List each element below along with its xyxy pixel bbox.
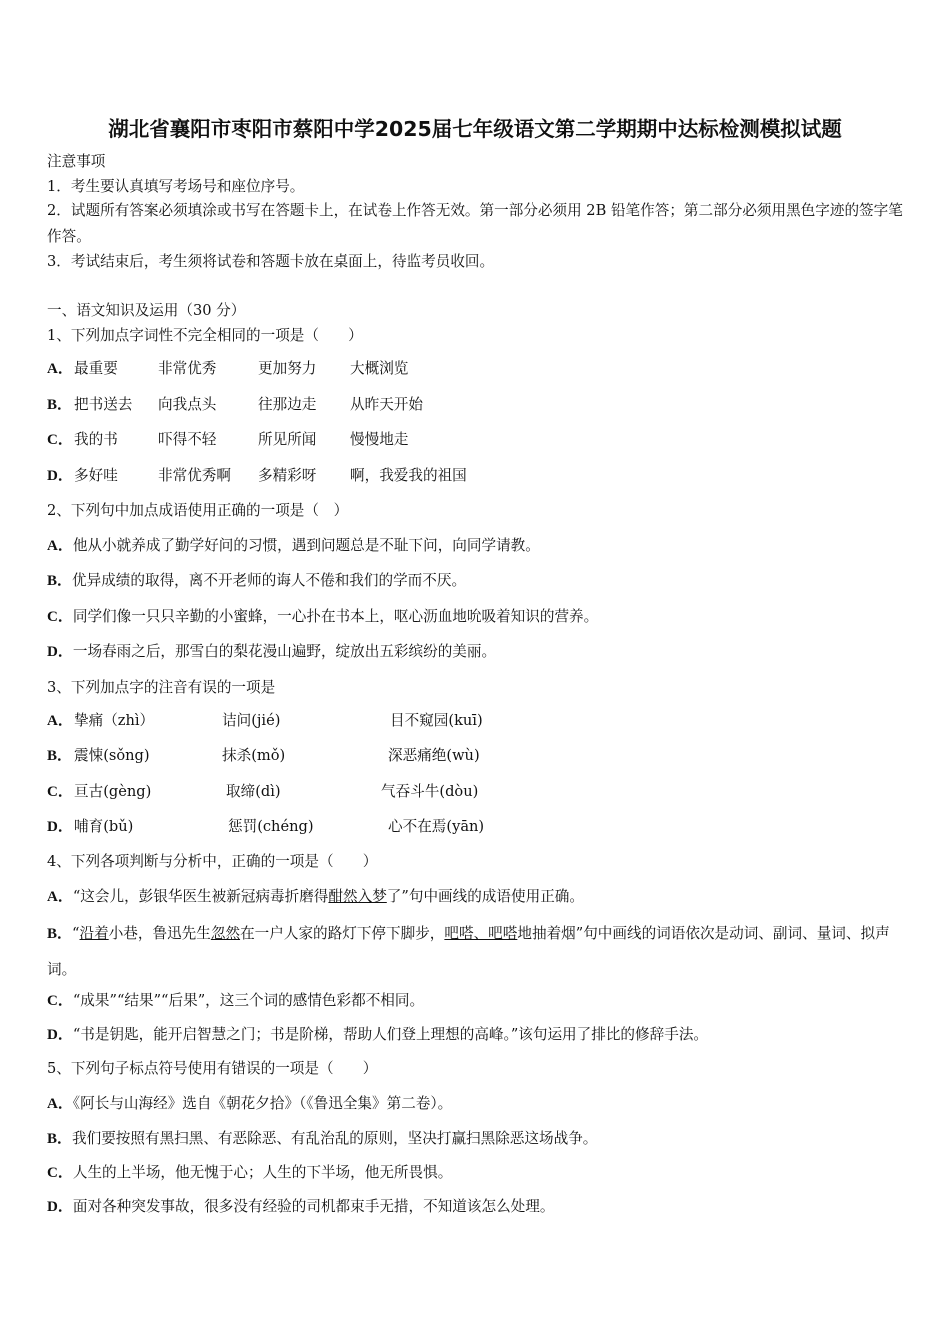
q3-option-b <box>47 746 480 766</box>
option-label: C． <box>47 784 73 800</box>
q2-option-d <box>47 642 496 662</box>
q3-option-c <box>47 782 479 802</box>
underlined-word: 吧嗒、吧嗒 <box>444 925 518 942</box>
q4-option-a <box>47 887 584 907</box>
q4-option-d <box>47 1025 708 1045</box>
option-item: 最重要 <box>74 360 118 377</box>
q1-option-b <box>47 395 423 415</box>
option-item: 往那边走 <box>258 396 317 413</box>
q1-option-c <box>47 430 409 450</box>
option-text: 同学们像一只只辛勤的小蜜蜂，一心扑在书本上，呕心沥血地吮吸着知识的营养。 <box>72 608 599 625</box>
option-text: 《阿长与山海经》选自《朝花夕拾》（《鲁迅全集》第二卷）。 <box>72 1095 453 1112</box>
notice-heading: 注意事项 <box>47 153 106 170</box>
option-text: 在一户人家的路灯下停下脚步， <box>240 925 445 942</box>
option-label: B． <box>47 397 73 413</box>
option-item: 大概浏览 <box>350 360 409 377</box>
q1-option-a <box>47 359 409 379</box>
option-item: 目不窥园(kuī) <box>390 712 483 729</box>
option-item: 所见所闻 <box>258 431 317 448</box>
option-label: A． <box>47 361 73 377</box>
q5-stem: 5、下列句子标点符号使用有错误的一项是（ ） <box>47 1060 378 1077</box>
option-text: 了”句中画线的成语使用正确。 <box>386 888 584 905</box>
option-item: 吓得不轻 <box>158 431 217 448</box>
option-label: A． <box>47 713 73 729</box>
option-label: D． <box>47 1199 73 1215</box>
option-item: 气吞斗牛(dòu) <box>381 783 479 800</box>
option-text: “书是钥匙，能开启智慧之门；书是阶梯，帮助人们登上理想的高峰。”该句运用了排比的修辞手法。 <box>72 1026 709 1043</box>
exam-title: 湖北省襄阳市枣阳市蔡阳中学2025届七年级语文第二学期期中达标检测模拟试题 <box>108 117 842 141</box>
q1-stem: 1、下列加点字词性不完全相同的一项是（ ） <box>47 327 363 344</box>
option-text: 优异成绩的取得，离不开老师的诲人不倦和我们的学而不厌。 <box>72 572 467 589</box>
option-label: B． <box>47 748 73 764</box>
q5-option-b <box>47 1129 597 1149</box>
option-label: B． <box>47 926 73 942</box>
q4-option-c <box>47 991 424 1011</box>
q3-option-a <box>47 711 483 731</box>
q2-option-a <box>47 536 540 556</box>
option-text: “这会儿，彭银华医生被新冠病毒折磨得 <box>72 888 329 905</box>
option-label: C． <box>47 432 73 448</box>
option-item: 心不在焉(yān) <box>388 818 485 835</box>
option-item: 挚痛（zhì） <box>74 712 155 729</box>
option-label: A． <box>47 538 73 554</box>
option-item: 从昨天开始 <box>350 396 423 413</box>
option-item: 惩罚(chéng) <box>228 818 314 835</box>
option-text: 地抽着烟”句中画线的词语依次是动词、副词、量词、拟声词。 <box>47 925 890 978</box>
section-heading: 一、语文知识及运用（30 分） <box>47 302 246 319</box>
option-text: 面对各种突发事故，很多没有经验的司机都束手无措，不知道该怎么处理。 <box>72 1198 555 1215</box>
option-label: A． <box>47 889 73 905</box>
option-item: 亘古(gèng) <box>74 783 152 800</box>
option-item: 更加努力 <box>258 360 317 377</box>
option-item: 向我点头 <box>158 396 217 413</box>
notice-item-3: 3．考试结束后，考生须将试卷和答题卡放在桌面上，待监考员收回。 <box>47 253 495 270</box>
q3-stem: 3、下列加点字的注音有误的一项是 <box>47 679 276 696</box>
option-text: 人生的上半场，他无愧于心；人生的下半场，他无所畏惧。 <box>72 1164 453 1181</box>
option-item: 抹杀(mǒ) <box>222 747 286 764</box>
option-label: A． <box>47 1096 73 1112</box>
option-item: 震悚(sǒng) <box>74 747 150 764</box>
option-item: 非常优秀 <box>158 360 217 377</box>
option-text: 他从小就养成了勤学好问的习惯，遇到问题总是不耻下问，向同学请教。 <box>72 537 540 554</box>
q2-option-c <box>47 607 598 627</box>
q4-stem: 4、下列各项判断与分析中，正确的一项是（ ） <box>47 853 378 870</box>
q1-option-d <box>47 466 467 486</box>
option-label: D． <box>47 819 73 835</box>
option-item: 多好哇 <box>74 467 118 484</box>
q2-stem: 2、下列句中加点成语使用正确的一项是（ ） <box>47 502 349 519</box>
option-label: B． <box>47 1131 73 1147</box>
option-text: 小巷，鲁迅先生 <box>108 925 211 942</box>
option-label: C． <box>47 1165 73 1181</box>
q3-option-d <box>47 817 485 837</box>
option-label: B． <box>47 573 73 589</box>
option-item: 诘问(jié) <box>222 712 281 729</box>
q5-option-d <box>47 1197 554 1217</box>
option-item: 慢慢地走 <box>350 431 409 448</box>
option-item: 把书送去 <box>74 396 133 413</box>
underlined-word: 忽然 <box>210 925 241 942</box>
option-label: D． <box>47 468 73 484</box>
q5-option-c <box>47 1163 452 1183</box>
option-item: 哺育(bǔ) <box>74 818 134 835</box>
notice-item-2: 2．试题所有答案必须填涂或书写在答题卡上，在试卷上作答无效。第一部分必须用 2B 铅笔作答；第二部分必须用黑色字迹的签字笔作答。 <box>47 202 903 245</box>
option-text: “成果”“结果”“后果”，这三个词的感情色彩都不相同。 <box>72 992 425 1009</box>
option-item: 多精彩呀 <box>258 467 317 484</box>
q4-option-b <box>47 916 905 987</box>
option-label: D． <box>47 1027 73 1043</box>
option-item: 我的书 <box>74 431 118 448</box>
underlined-word: 沿着 <box>79 925 109 942</box>
notice-item-1: 1．考生要认真填写考场号和座位序号。 <box>47 178 305 195</box>
q5-option-a <box>47 1094 452 1114</box>
option-label: C． <box>47 993 73 1009</box>
option-label: C． <box>47 609 73 625</box>
option-item: 非常优秀啊 <box>158 467 231 484</box>
option-item: 啊，我爱我的祖国 <box>350 467 467 484</box>
underlined-idiom: 酣然入梦 <box>328 888 387 905</box>
q2-option-b <box>47 571 466 591</box>
option-item: 深恶痛绝(wù) <box>388 747 480 764</box>
option-text: “ <box>72 925 80 942</box>
option-text: 一场春雨之后，那雪白的梨花漫山遍野，绽放出五彩缤纷的美丽。 <box>72 643 497 660</box>
option-text: 我们要按照有黑扫黑、有恶除恶、有乱治乱的原则，坚决打赢扫黑除恶这场战争。 <box>72 1130 598 1147</box>
option-item: 取缔(dì) <box>226 783 281 800</box>
option-label: D． <box>47 644 73 660</box>
